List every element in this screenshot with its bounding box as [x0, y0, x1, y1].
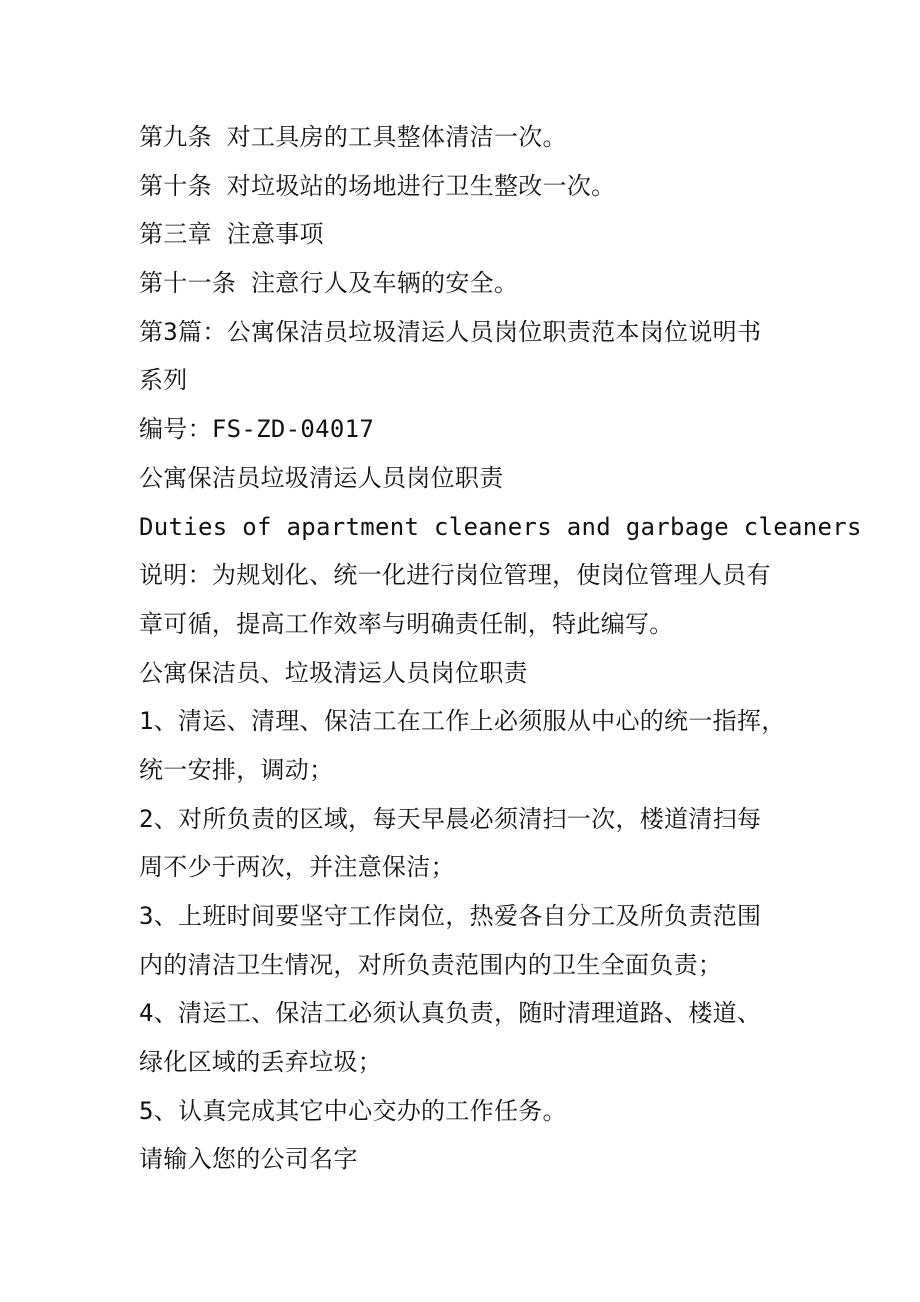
- description-line-2: 章可循，提高工作效率与明确责任制，特此编写。: [139, 609, 674, 638]
- description-line-1: 说明：为规划化、统一化进行岗位管理，使岗位管理人员有: [139, 561, 771, 590]
- duty-4-line-1: 4、清运工、保洁工必须认真负责，随时清理道路、楼道、: [139, 999, 762, 1028]
- document-number: 编号：FS-ZD-04017: [139, 415, 375, 444]
- section-3-title: 第3篇：公寓保洁员垃圾清运人员岗位职责范本岗位说明书: [139, 317, 762, 346]
- document-title-chinese: 公寓保洁员垃圾清运人员岗位职责: [139, 463, 504, 492]
- duty-1-line-1: 1、清运、清理、保洁工在工作上必须服从中心的统一指挥，: [139, 707, 786, 736]
- duty-2-line-1: 2、对所负责的区域，每天早晨必须清扫一次，楼道清扫每: [139, 804, 762, 833]
- duty-3-line-2: 内的清洁卫生情况，对所负责范围内的卫生全面负责；: [139, 950, 723, 979]
- duty-4-line-2: 绿化区域的丢弃垃圾；: [139, 1048, 382, 1077]
- duty-5: 5、认真完成其它中心交办的工作任务。: [139, 1096, 567, 1125]
- duties-heading: 公寓保洁员、垃圾清运人员岗位职责: [139, 658, 528, 687]
- article-10: 第十条 对垃圾站的场地进行卫生整改一次。: [139, 171, 616, 200]
- article-11: 第十一条 注意行人及车辆的安全。: [139, 269, 519, 298]
- section-3-title-continued: 系列: [139, 366, 188, 395]
- company-name-placeholder: 请输入您的公司名字: [139, 1145, 358, 1174]
- duty-1-line-2: 统一安排，调动；: [139, 755, 334, 784]
- document-body: [139, 113, 862, 1184]
- document-title-english: Duties of apartment cleaners and garbage cleaners: [139, 512, 862, 541]
- duty-2-line-2: 周不少于两次，并注意保洁；: [139, 853, 455, 882]
- article-9: 第九条 对工具房的工具整体清洁一次。: [139, 123, 567, 151]
- chapter-3-heading: 第三章 注意事项: [139, 220, 324, 249]
- duty-3-line-1: 3、上班时间要坚守工作岗位，热爱各自分工及所负责范围: [139, 902, 762, 930]
